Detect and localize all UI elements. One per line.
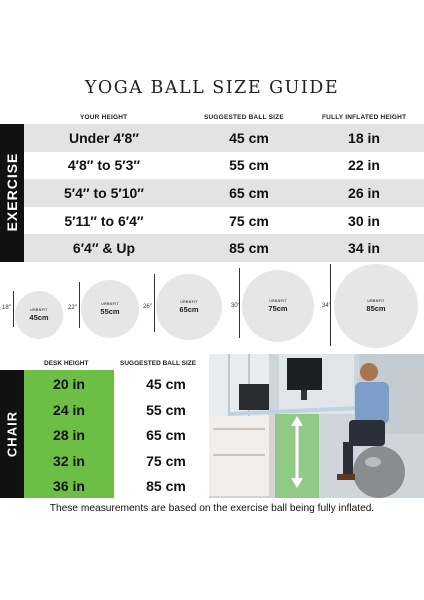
ball-brand: URBNFIT	[30, 308, 48, 312]
height-cell: 5′4″ to 5′10″	[63, 184, 145, 201]
height-cell: 5′11″ to 6′4″	[64, 212, 144, 229]
height-cell: 6′4″ & Up	[72, 240, 136, 257]
header-fully-inflated-height: FULLY INFLATED HEIGHT	[322, 114, 407, 121]
desk-height-cell: 36 in	[53, 478, 85, 495]
height-marker-label: 30″	[231, 303, 240, 309]
ball-size-cell: 55 cm	[146, 401, 186, 418]
footer-note: These measurements are based on the exercise ball being fully inflated.	[49, 503, 375, 514]
desk-height-cell: 28 in	[53, 427, 85, 444]
desk-height-cell: 32 in	[53, 452, 85, 469]
header-suggested-ball-size: SUGGESTED BALL SIZE	[204, 114, 284, 121]
ball-size-illustrations	[0, 262, 424, 354]
ball-size-cell: 55 cm	[229, 157, 269, 174]
ball-brand: URBNFIT	[269, 299, 287, 303]
header-desk-height: DESK HEIGHT	[44, 360, 89, 367]
height-marker-label: 34″	[322, 303, 331, 309]
table-row	[24, 449, 208, 475]
table-row	[24, 179, 424, 207]
table-row	[24, 124, 424, 152]
office-scene-illustration	[209, 354, 424, 498]
ball-55cm	[81, 280, 139, 338]
height-cell: 4′8″ to 5′3″	[67, 157, 141, 174]
header-your-height: YOUR HEIGHT	[80, 114, 128, 121]
ball-size-cell: 45 cm	[229, 129, 269, 146]
ball-size-cell: 75 cm	[229, 212, 269, 229]
ball-85cm	[334, 264, 418, 348]
office-photo	[209, 354, 424, 498]
height-cell: Under 4′8″	[69, 129, 139, 146]
height-marker	[154, 274, 155, 332]
table-row	[24, 234, 424, 262]
inflated-height-cell: 30 in	[348, 212, 380, 229]
inflated-height-cell: 26 in	[348, 184, 380, 201]
ball-size-label: 75cm	[268, 304, 288, 313]
table-row	[24, 372, 208, 398]
height-marker-label: 26″	[143, 304, 152, 310]
ball-size-cell: 75 cm	[146, 452, 186, 469]
desk-height-cell: 20 in	[53, 376, 85, 392]
ball-65cm	[156, 274, 222, 340]
ball-brand: URBNFIT	[180, 300, 198, 304]
table-row	[24, 398, 208, 424]
exercise-table	[24, 124, 424, 262]
ball-size-label: 85cm	[366, 304, 386, 313]
height-marker-label: 22″	[68, 305, 77, 311]
exercise-section-label: EXERCISE	[4, 152, 20, 232]
ball-size-cell: 85 cm	[229, 240, 269, 257]
page-title: YOGA BALL SIZE GUIDE	[84, 78, 340, 98]
inflated-height-cell: 22 in	[348, 157, 380, 174]
desk-height-cell: 24 in	[53, 401, 85, 418]
ball-size-label: 55cm	[100, 307, 120, 316]
table-row	[24, 152, 424, 180]
ball-brand: URBNFIT	[367, 299, 385, 303]
height-marker-label: 18″	[2, 305, 11, 311]
ball-45cm	[15, 291, 63, 339]
chair-section-label: CHAIR	[4, 410, 20, 458]
height-marker	[79, 282, 80, 328]
ball-brand: URBNFIT	[101, 302, 119, 306]
height-marker	[13, 291, 14, 327]
ball-size-cell: 65 cm	[229, 184, 269, 201]
ball-75cm	[242, 270, 314, 342]
ball-size-label: 45cm	[29, 313, 49, 322]
ball-size-cell: 65 cm	[146, 427, 186, 444]
table-row	[24, 207, 424, 235]
table-row	[24, 423, 208, 449]
table-row	[24, 474, 208, 500]
ball-size-label: 65cm	[179, 305, 199, 314]
header-chair-ball-size: SUGGESTED BALL SIZE	[120, 360, 197, 367]
inflated-height-cell: 34 in	[348, 240, 380, 257]
ball-size-cell: 45 cm	[146, 376, 186, 392]
inflated-height-cell: 18 in	[348, 129, 380, 146]
ball-size-cell: 85 cm	[146, 478, 186, 495]
